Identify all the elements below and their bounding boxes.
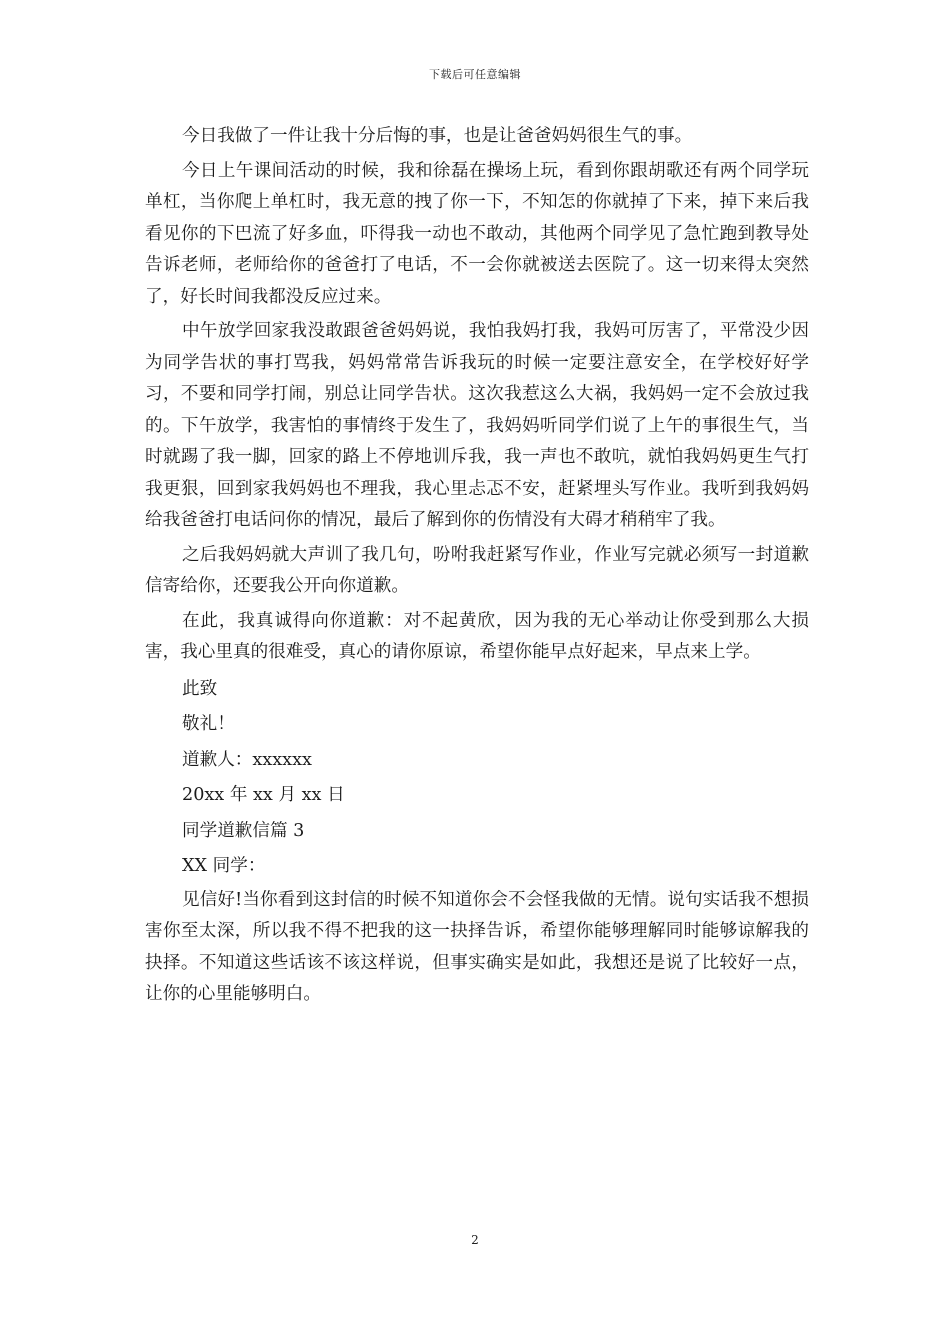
paragraph-2: 今日上午课间活动的时候，我和徐磊在操场上玩，看到你跟胡歌还有两个同学玩单杠，当你爬上单杠时，我无意的拽了你一下，不知怎的你就掉了下来，掉下来后我看见你的下巴流了好多血，吓得我一动也不敢动，其他两个同学见了急忙跑到教导处告诉老师，老师给你的爸爸打了电话，不一会你就被送去医院了。这一切来得太突然了，好长时间我都没反应过来。 — [145, 160, 809, 307]
paragraph-3: 中午放学回家我没敢跟爸爸妈妈说，我怕我妈打我，我妈可厉害了，平常没少因为同学告状的事打骂我，妈妈常常告诉我玩的时候一定要注意安全，在学校好好学习，不要和同学打闹，别总让同学告状。这次我惹这么大祸，我妈妈一定不会放过我的。下午放学，我害怕的事情终于发生了，我妈妈听同学们说了上午的事很生气，当时就踢了我一脚，回家的路上不停地训斥我，我一声也不敢吭，就怕我妈妈更生气打我更狠，回到家我妈妈也不理我，我心里忐忑不安，赶紧埋头写作业。我听到我妈妈给我爸爸打电话问你的情况，最后了解到你的伤情没有大碍才稍稍牢了我。 — [145, 321, 809, 530]
page-header-note: 下载后可任意编辑 — [429, 68, 521, 81]
closing-line-2: 敬礼！ — [182, 714, 235, 734]
paragraph-1: 今日我做了一件让我十分后悔的事，也是让爸爸妈妈很生气的事。 — [182, 126, 693, 146]
section-title: 同学道歉信篇 3 — [182, 820, 305, 841]
paragraph-6: 见信好!当你看到这封信的时候不知道你会不会怪我做的无情。说句实话我不想损害你至太深，所以我不得不把我的这一抉择告诉，希望你能够理解同时能够谅解我的抉择。不知道这些话该不该这样说，但事实确实是如此，我想还是说了比较好一点，让你的心里能够明白。 — [145, 889, 809, 1004]
paragraph-4: 之后我妈妈就大声训了我几句，吩咐我赶紧写作业，作业写完就必须写一封道歉信寄给你，还要我公开向你道歉。 — [145, 544, 809, 596]
paragraph-5: 在此，我真诚得向你道歉：对不起黄欣，因为我的无心举动让你受到那么大损害，我心里真的很难受，真心的请你原谅，希望你能早点好起来，早点来上学。 — [145, 610, 809, 662]
page-number: 2 — [471, 1233, 479, 1247]
signer-line: 道歉人：xxxxxx — [182, 749, 312, 770]
document-body — [145, 121, 809, 1011]
date-line: 20xx 年 xx 月 xx 日 — [182, 785, 345, 805]
greeting-line: XX 同学： — [182, 856, 266, 876]
closing-line-1: 此致 — [182, 678, 218, 699]
